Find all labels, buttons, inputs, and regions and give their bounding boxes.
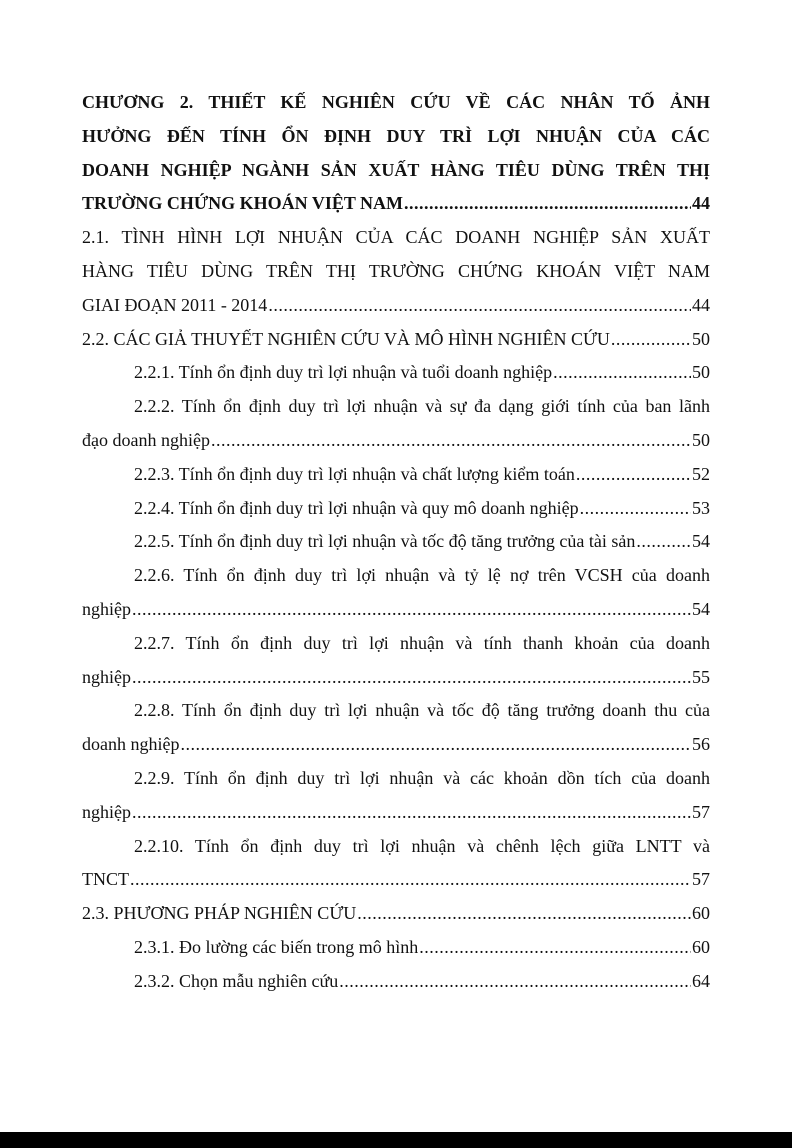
dot-leader [132, 661, 691, 695]
toc-entry-2-2-2[interactable] [82, 390, 710, 458]
toc-entry-title-line: nghiệp [82, 666, 131, 687]
page-number: 50 [692, 328, 710, 349]
toc-entry-title-line: 2.2.2. Tính ổn định duy trì lợi nhuận và sự đa dạng giới tính của ban lãnh [134, 396, 710, 417]
toc-entry-title: 2.3. PHƯƠNG PHÁP NGHIÊN CỨU [82, 903, 357, 924]
dot-leader [611, 323, 691, 357]
toc-entry-title-line: 2.2.9. Tính ổn định duy trì lợi nhuận và các khoản dồn tích của doanh [134, 767, 710, 788]
toc-entry-title-line: 2.2.6. Tính ổn định duy trì lợi nhuận và tỷ lệ nợ trên VCSH của doanh [134, 565, 710, 586]
toc-entry-title: 2.2.5. Tính ổn định duy trì lợi nhuận và tốc độ tăng trưởng của tài sản [134, 531, 636, 552]
toc-entry-title-line: CHƯƠNG 2. THIẾT KẾ NGHIÊN CỨU VỀ CÁC NHÂN TỐ ẢNH [82, 92, 710, 112]
toc-entry-2-2-5[interactable] [82, 525, 710, 559]
page-number: 50 [692, 362, 710, 383]
page-number: 44 [692, 294, 710, 315]
toc-entry-title-line: đạo doanh nghiệp [82, 429, 210, 450]
page-number: 44 [692, 193, 710, 214]
dot-leader [580, 492, 691, 526]
toc-entry-2-2-10[interactable] [82, 830, 710, 898]
page-number: 57 [692, 869, 710, 890]
page-number: 60 [692, 903, 710, 924]
dot-leader [268, 289, 691, 323]
toc-entry-title: 2.3.2. Chọn mẫu nghiên cứu [134, 970, 339, 991]
toc-entry-title: 2.3.1. Đo lường các biến trong mô hình [134, 936, 419, 957]
toc-entry-title-line: DOANH NGHIỆP NGÀNH SẢN XUẤT HÀNG TIÊU DÙNG TRÊN THỊ [82, 159, 710, 180]
toc-entry-2-2-7[interactable] [82, 627, 710, 695]
dot-leader [357, 897, 691, 931]
table-of-contents [82, 86, 710, 999]
page-number: 57 [692, 801, 710, 822]
toc-entry-title-line: nghiệp [82, 598, 131, 619]
toc-entry-2-1[interactable] [82, 221, 710, 322]
toc-entry-2-2-6[interactable] [82, 559, 710, 627]
toc-entry-title-line: doanh nghiệp [82, 734, 180, 755]
dot-leader [419, 931, 691, 965]
toc-entry-title-line: 2.2.10. Tính ổn định duy trì lợi nhuận và chênh lệch giữa LNTT và [134, 835, 710, 856]
toc-entry-2-3-1[interactable] [82, 931, 710, 965]
toc-entry-2-2-1[interactable] [82, 356, 710, 390]
dot-leader [576, 458, 691, 492]
toc-entry-title-line: TRƯỜNG CHỨNG KHOÁN VIỆT NAM [82, 193, 404, 214]
dot-leader [339, 965, 691, 999]
page-number: 64 [692, 970, 710, 991]
toc-entry-title: 2.2.1. Tính ổn định duy trì lợi nhuận và tuổi doanh nghiệp [134, 362, 553, 383]
toc-entry-title-line: HÀNG TIÊU DÙNG TRÊN THỊ TRƯỜNG CHỨNG KHOÁN VIỆT NAM [82, 260, 710, 281]
dot-leader [132, 796, 691, 830]
toc-entry-title-line: TNCT [82, 869, 129, 890]
toc-entry-chapter-2[interactable] [82, 86, 710, 221]
toc-entry-title-line: GIAI ĐOẠN 2011 - 2014 [82, 294, 268, 315]
page-number: 50 [692, 429, 710, 450]
toc-entry-2-2[interactable] [82, 323, 710, 357]
page-number: 54 [692, 598, 710, 619]
page-number: 60 [692, 936, 710, 957]
page-number: 54 [692, 531, 710, 552]
page-bottom-border [0, 1132, 792, 1148]
page-number: 53 [692, 497, 710, 518]
toc-entry-2-2-4[interactable] [82, 492, 710, 526]
toc-entry-2-2-3[interactable] [82, 458, 710, 492]
toc-entry-title-line: 2.2.7. Tính ổn định duy trì lợi nhuận và tính thanh khoản của doanh [134, 632, 710, 653]
toc-entry-title-line: HƯỞNG ĐẾN TÍNH ỔN ĐỊNH DUY TRÌ LỢI NHUẬN CỦA CÁC [82, 125, 710, 146]
toc-entry-title-line: 2.1. TÌNH HÌNH LỢI NHUẬN CỦA CÁC DOANH NGHIỆP SẢN XUẤT [82, 227, 710, 248]
toc-entry-2-3[interactable] [82, 897, 710, 931]
toc-entry-2-3-2[interactable] [82, 965, 710, 999]
page-number: 56 [692, 734, 710, 755]
toc-entry-title: 2.2.4. Tính ổn định duy trì lợi nhuận và quy mô doanh nghiệp [134, 497, 579, 518]
toc-entry-title-line: 2.2.8. Tính ổn định duy trì lợi nhuận và tốc độ tăng trưởng doanh thu của [134, 700, 710, 721]
toc-entry-title: 2.2.3. Tính ổn định duy trì lợi nhuận và chất lượng kiểm toán [134, 463, 575, 484]
dot-leader [211, 424, 691, 458]
toc-entry-2-2-8[interactable] [82, 694, 710, 762]
toc-entry-title: 2.2. CÁC GIẢ THUYẾT NGHIÊN CỨU VÀ MÔ HÌNH NGHIÊN CỨU [82, 328, 610, 349]
dot-leader [132, 593, 691, 627]
dot-leader [130, 863, 691, 897]
toc-entry-2-2-9[interactable] [82, 762, 710, 830]
page-number: 55 [692, 666, 710, 687]
dot-leader [553, 356, 691, 390]
toc-entry-title-line: nghiệp [82, 801, 131, 822]
dot-leader [636, 525, 691, 559]
page-number: 52 [692, 463, 710, 484]
dot-leader [404, 187, 691, 221]
dot-leader [180, 728, 691, 762]
